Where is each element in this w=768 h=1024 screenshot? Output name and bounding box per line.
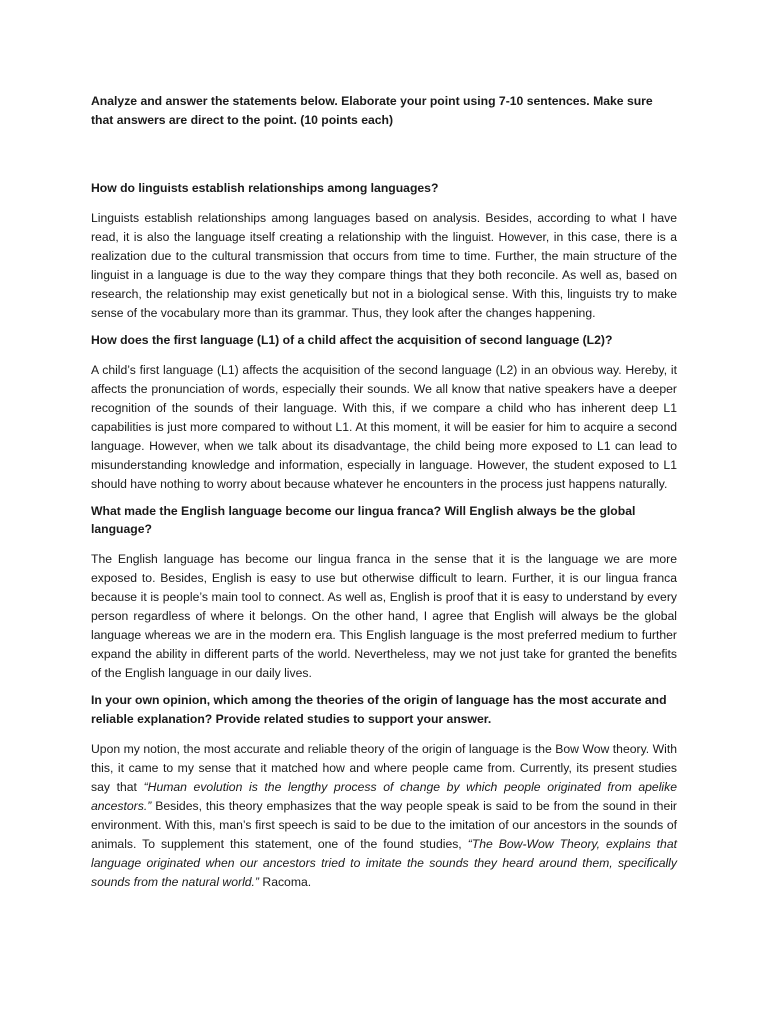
answer-4-text-2: Besides, this theory emphasizes that the way people speak is said to be from the sound in their environment. With this, man’s first speech is said to be due to the imitation of our ancestors in the sounds of animals. To supplement this statement, one of the found studies, [91, 798, 677, 851]
instructions: Analyze and answer the statements below. Elaborate your point using 7-10 sentences. Make sure that answers are direct to the point. (10 points each) [91, 94, 653, 127]
answer-1: Linguists establish relationships among languages based on analysis. Besides, according to what I have read, it is also the language itself creating a relationship with the linguist. However, in this case, there is a realization due to the cultural transmission that occurs from time to time. Further, the main structure of the linguist in a language is due to the way they compare things that they both reconcile. As well as, based on research, the relationship may exist genetically but not in a biological sense. With this, linguists try to make sense of the vocabulary more than its grammar. Thus, they look after the changes happening. [91, 210, 677, 320]
answer-4-citation: Racoma. [259, 874, 312, 889]
answer-4 [91, 740, 677, 892]
question-1: How do linguists establish relationships among languages? [91, 181, 439, 195]
answer-4-text-1: Upon my notion, the most accurate and reliable theory of the origin of language is the Bow Wow theory. With this, it came to my sense that it matched how and where people came from. Currently, its present studies say that [91, 741, 677, 794]
answer-4-quote-1: “Human evolution is the lengthy process of change by which people originated from apelike ancestors.” [91, 779, 677, 813]
answer-2: A child’s first language (L1) affects the acquisition of the second language (L2) in an obvious way. Hereby, it affects the pronunciation of words, especially their sounds. We all know that native speakers have a deeper recognition of the sounds of their language. With this, if we compare a child who has inherent deep L1 capabilities is just more compared to without L1. At this moment, it will be easier for him to acquire a second language. However, when we talk about its disadvantage, the child being more exposed to L1 can lead to misunderstanding knowledge and information, especially in language. However, the student exposed to L1 should have nothing to worry about because whatever he encounters in the process just happens naturally. [91, 362, 677, 491]
question-3: What made the English language become our lingua franca? Will English always be the global language? [91, 503, 636, 537]
question-2: How does the first language (L1) of a child affect the acquisition of second language (L2)? [91, 332, 613, 347]
answer-4-quote-2: “The Bow-Wow Theory, explains that language originated when our ancestors tried to imitate the sounds they heard around them, specifically sounds from the natural world.” [91, 836, 677, 889]
answer-3: The English language has become our lingua franca in the sense that it is the language we are more exposed to. Besides, English is easy to use but otherwise difficult to learn. Further, it is our lingua franca because it is people’s main tool to connect. As well as, English is proof that it is easy to understand by every person regardless of where it belongs. On the other hand, I agree that English will always be the global language whereas we are in the modern era. This English language is the most preferred medium to further expand the ability in different parts of the world. Nevertheless, may we not just take for granted the benefits of the English language in our daily lives. [91, 552, 677, 681]
question-4: In your own opinion, which among the theories of the origin of language has the most accurate and reliable explanation? Provide related studies to support your answer. [91, 693, 667, 726]
